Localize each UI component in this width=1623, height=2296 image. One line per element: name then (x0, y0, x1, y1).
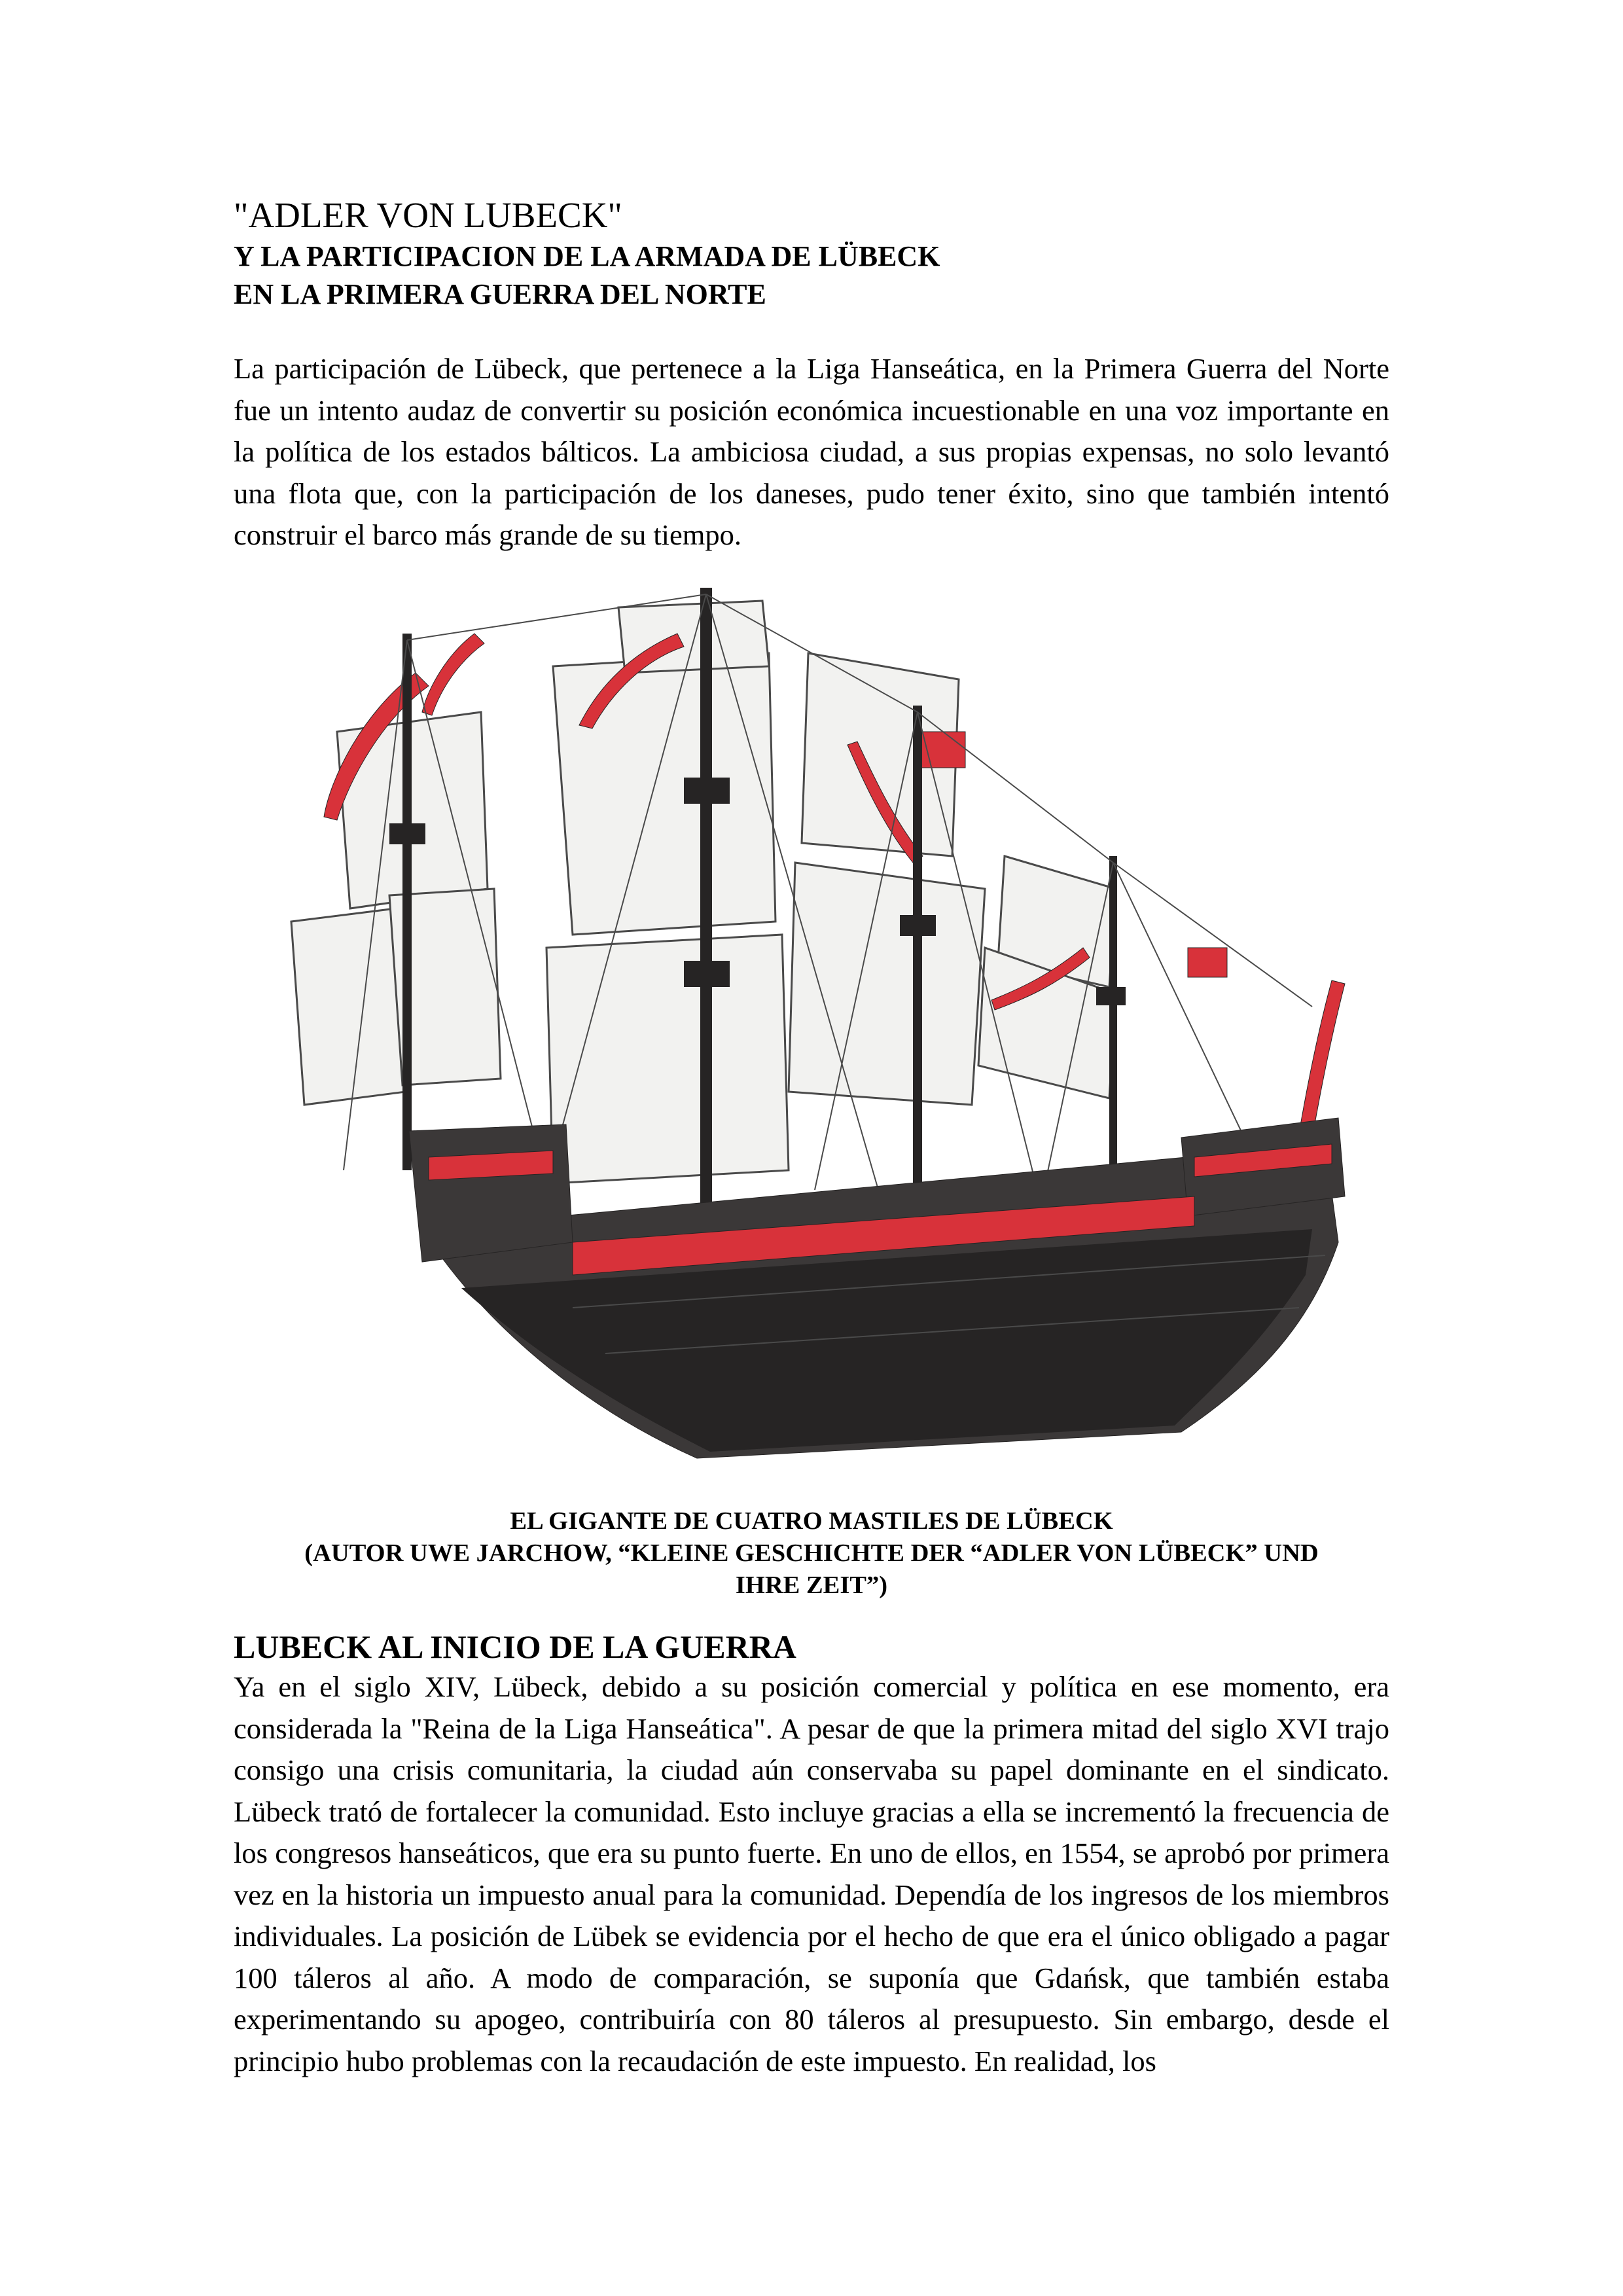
mast-top (389, 823, 425, 844)
figure-caption-line-2: (AUTOR UWE JARCHOW, “KLEINE GESCHICHTE DER “ADLER VON LÜBECK” UND (304, 1539, 1319, 1567)
mast-top (900, 915, 936, 936)
sail (553, 653, 776, 935)
mast (1109, 856, 1117, 1196)
mast (913, 706, 922, 1203)
mast (700, 588, 712, 1242)
sail (291, 908, 406, 1105)
mast-top (684, 778, 730, 804)
mast (402, 634, 412, 1170)
figure-caption-line-3: IHRE ZEIT”) (735, 1571, 888, 1599)
flag (1188, 948, 1227, 977)
hull (409, 1118, 1345, 1458)
section-heading: LUBECK AL INICIO DE LA GUERRA (234, 1628, 796, 1665)
mast-top (684, 961, 730, 987)
section-paragraph: Ya en el siglo XIV, Lübeck, debido a su posición comercial y política en ese momento, era considerada la "Reina de la Liga Hanseática". A pesar de que la primera mitad del siglo XVI trajo consigo una crisis comunitaria, la ciudad aún conservaba su papel dominante en el sindicato. Lübeck trató de fortalecer la comunidad. Esto incluye gracias a ella se incrementó la frecuencia de los congresos hanseáticos, que era su punto fuerte. En uno de ellos, en 1554, se aprobó por primera vez en la historia un impuesto anual para la comunidad. Dependía de los ingresos de los miembros individuales. La posición de Lübek se evidencia por el hecho de que era el único obligado a pagar 100 táleros al año. A modo de comparación, se suponía que Gdańsk, que también estaba experimentando su apogeo, contribuiría con 80 táleros al presupuesto. Sin embargo, desde el principio hubo problemas con la recaudación de este impuesto. En realidad, los (234, 1670, 1389, 2077)
rigging-line (1113, 863, 1312, 1007)
document-title: "ADLER VON LUBECK" (234, 195, 622, 235)
subtitle-line-1: Y LA PARTICIPACION DE LA ARMADA DE LÜBECK (234, 240, 940, 272)
ship-illustration (265, 581, 1391, 1494)
pennant (422, 634, 484, 715)
sail (546, 935, 789, 1183)
figure-caption-line-1: EL GIGANTE DE CUATRO MASTILES DE LÜBECK (510, 1507, 1113, 1535)
stern-castle (409, 1124, 573, 1262)
rigging-line (1113, 863, 1260, 1170)
ship-drawing (265, 581, 1391, 1494)
subtitle-line-2: EN LA PRIMERA GUERRA DEL NORTE (234, 278, 766, 310)
mast-top (1096, 987, 1126, 1005)
intro-paragraph: La participación de Lübeck, que pertenece a la Liga Hanseática, en la Primera Guerra del Norte fue un intento audaz de convertir su posición económica incuestionable en una voz importante en la política de los estados bálticos. La ambiciosa ciudad, a sus propias expensas, no solo levantó una flota que, con la participación de los daneses, pudo tener éxito, sino que también intentó construir el barco más grande de su tiempo. (234, 352, 1389, 551)
